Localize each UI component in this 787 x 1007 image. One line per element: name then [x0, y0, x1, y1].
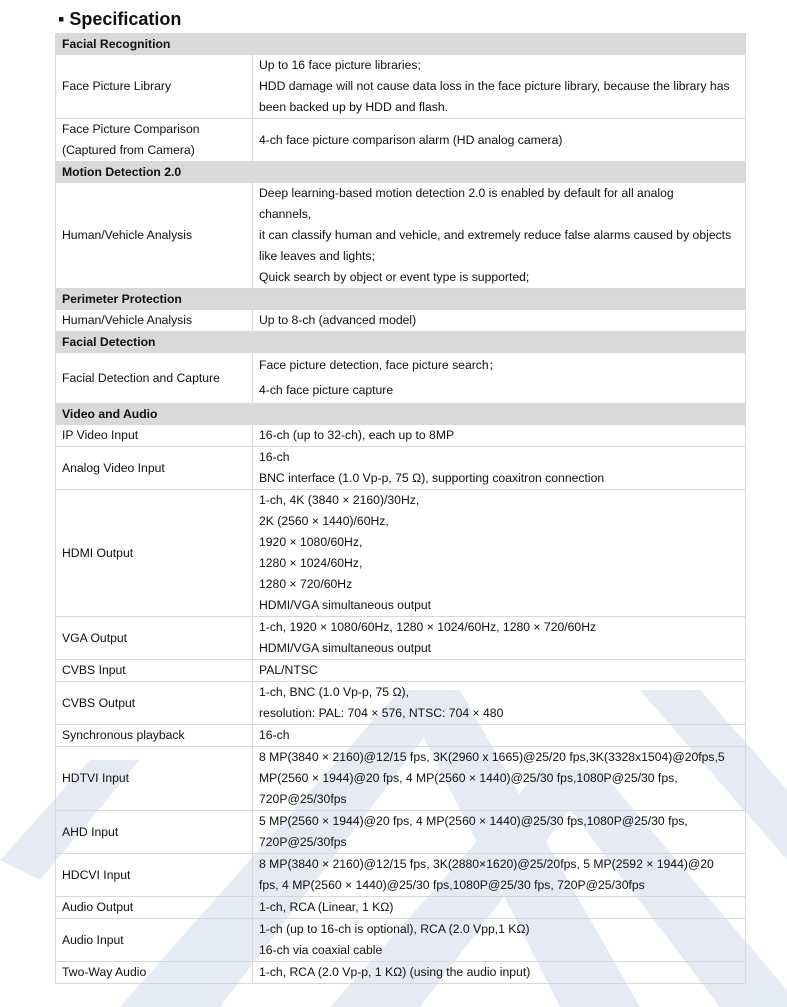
text-line: Up to 8-ch (advanced model) [259, 313, 417, 327]
spec-label [56, 854, 253, 897]
text-line: 720P@25/30fps [259, 792, 347, 806]
text-line: Quick search by object or event type is supported; [259, 270, 530, 284]
text-line: Audio Output [62, 900, 134, 914]
section-header [56, 404, 746, 425]
table-row [56, 919, 746, 962]
text-line: Face Picture Comparison [62, 122, 200, 136]
table-row [56, 490, 746, 617]
section-title: Motion Detection 2.0 [56, 162, 746, 183]
text-line: 16-ch (up to 32-ch), each up to 8MP [259, 428, 455, 442]
text-line: resolution: PAL: 704 × 576, NTSC: 704 × 480 [259, 706, 504, 720]
text-line: MP(2560 × 1944)@20 fps, 4 MP(2560 × 1440)@25/30 fps,1080P@25/30 fps, [259, 771, 678, 785]
spec-value [253, 854, 746, 897]
spec-label [56, 425, 253, 447]
spec-value [253, 682, 746, 725]
table-row [56, 447, 746, 490]
text-line: Face picture detection, face picture search； [259, 358, 501, 372]
text-line: Synchronous playback [62, 728, 185, 742]
text-line: 1-ch, RCA (2.0 Vp-p, 1 KΩ) (using the audio input) [259, 965, 531, 979]
table-row [56, 119, 746, 162]
spec-value [253, 310, 746, 332]
spec-value [253, 747, 746, 811]
text-line: BNC interface (1.0 Vp-p, 75 Ω), supporting coaxitron connection [259, 471, 605, 485]
text-line: 1-ch, BNC (1.0 Vp-p, 75 Ω), [259, 685, 409, 699]
section-title: Facial Recognition [56, 34, 746, 55]
spec-value [253, 811, 746, 854]
text-line: IP Video Input [62, 428, 139, 442]
text-line: it can classify human and vehicle, and extremely reduce false alarms caused by objects [259, 228, 732, 242]
text-line: HDCVI Input [62, 867, 131, 882]
table-row [56, 854, 746, 897]
title-text: Specification [69, 9, 182, 29]
text-line: Audio Input [62, 932, 124, 947]
text-line: Face Picture Library [62, 79, 172, 93]
text-line: 1-ch (up to 16-ch is optional), RCA (2.0 Vpp,1 KΩ) [259, 922, 530, 936]
text-line: CVBS Input [62, 663, 126, 677]
text-line: Facial Detection and Capture [62, 370, 220, 385]
spec-label [56, 55, 253, 119]
section-title: Perimeter Protection [56, 289, 746, 310]
spec-label [56, 682, 253, 725]
spec-label [56, 962, 253, 984]
spec-value [253, 962, 746, 984]
text-line: HDD damage will not cause data loss in the face picture library, because the library has [259, 79, 730, 93]
text-line: HDMI Output [62, 545, 134, 560]
section-title: Facial Detection [56, 332, 746, 353]
section-header [56, 289, 746, 310]
spec-label [56, 310, 253, 332]
text-line: Analog Video Input [62, 460, 165, 475]
text-line: been backed up by HDD and flash. [259, 100, 449, 114]
table-row [56, 660, 746, 682]
text-line: 8 MP(3840 × 2160)@12/15 fps, 3K(2960 x 1665)@25/20 fps,3K(3328x1504)@20fps,5 [259, 750, 725, 764]
text-line: HDMI/VGA simultaneous output [259, 641, 432, 655]
spec-value [253, 55, 746, 119]
spec-value [253, 119, 746, 162]
section-title: Video and Audio [56, 404, 746, 425]
text-line: Human/Vehicle Analysis [62, 313, 193, 327]
text-line: 5 MP(2560 × 1944)@20 fps, 4 MP(2560 × 1440)@25/30 fps,1080P@25/30 fps, [259, 814, 688, 828]
table-row [56, 617, 746, 660]
spec-value [253, 425, 746, 447]
text-line: channels, [259, 207, 312, 221]
spec-value [253, 353, 746, 404]
text-line: Human/Vehicle Analysis [62, 228, 193, 242]
text-line: 1280 × 1024/60Hz, [259, 556, 363, 570]
section-header [56, 332, 746, 353]
text-line: 1-ch, RCA (Linear, 1 KΩ) [259, 900, 394, 914]
table-row [56, 897, 746, 919]
table-row [56, 353, 746, 404]
spec-label [56, 447, 253, 490]
text-line: 4-ch face picture comparison alarm (HD analog camera) [259, 132, 563, 147]
table-row [56, 962, 746, 984]
text-line: HDMI/VGA simultaneous output [259, 598, 432, 612]
specification-table [55, 33, 746, 984]
text-line: like leaves and lights; [259, 249, 375, 263]
section-header [56, 34, 746, 55]
spec-value [253, 897, 746, 919]
table-row [56, 811, 746, 854]
table-row [56, 183, 746, 289]
text-line: 720P@25/30fps [259, 835, 347, 849]
text-line: fps, 4 MP(2560 × 1440)@25/30 fps,1080P@25/30 fps, 720P@25/30fps [259, 878, 645, 892]
text-line: Deep learning-based motion detection 2.0 is enabled by default for all analog [259, 186, 674, 200]
text-line: 16-ch [259, 450, 290, 464]
text-line: 1-ch, 4K (3840 × 2160)/30Hz, [259, 493, 420, 507]
text-line: 16-ch [259, 728, 290, 742]
text-line: AHD Input [62, 824, 119, 839]
spec-value [253, 617, 746, 660]
text-line: VGA Output [62, 630, 128, 645]
text-line: 1920 × 1080/60Hz, [259, 535, 363, 549]
spec-label [56, 725, 253, 747]
spec-label [56, 660, 253, 682]
table-row [56, 682, 746, 725]
table-row [56, 310, 746, 332]
spec-label [56, 811, 253, 854]
page-title: ▪ Specification [58, 9, 182, 29]
text-line: HDTVI Input [62, 771, 130, 785]
spec-label [56, 919, 253, 962]
table-row [56, 55, 746, 119]
table-row [56, 747, 746, 811]
spec-value [253, 183, 746, 289]
text-line: 1-ch, 1920 × 1080/60Hz, 1280 × 1024/60Hz, 1280 × 720/60Hz [259, 620, 597, 634]
text-line: PAL/NTSC [259, 663, 318, 677]
section-header [56, 162, 746, 183]
spec-value [253, 447, 746, 490]
spec-label [56, 353, 253, 404]
spec-label [56, 119, 253, 162]
table-row [56, 425, 746, 447]
spec-label [56, 897, 253, 919]
spec-label [56, 747, 253, 811]
text-line: 4-ch face picture capture [259, 383, 394, 397]
spec-value [253, 660, 746, 682]
spec-label [56, 183, 253, 289]
text-line: (Captured from Camera) [62, 143, 195, 157]
table-row [56, 725, 746, 747]
text-line: Up to 16 face picture libraries; [259, 58, 421, 72]
text-line: 16-ch via coaxial cable [259, 943, 383, 957]
text-line: 8 MP(3840 × 2160)@12/15 fps, 3K(2880×1620)@25/20fps, 5 MP(2592 × 1944)@20 [259, 857, 714, 871]
spec-label [56, 617, 253, 660]
text-line: 2K (2560 × 1440)/60Hz, [259, 514, 389, 528]
text-line: 1280 × 720/60Hz [259, 577, 353, 591]
spec-value [253, 919, 746, 962]
spec-value [253, 725, 746, 747]
text-line: Two-Way Audio [62, 965, 147, 979]
spec-label [56, 490, 253, 617]
text-line: CVBS Output [62, 695, 136, 710]
spec-value [253, 490, 746, 617]
